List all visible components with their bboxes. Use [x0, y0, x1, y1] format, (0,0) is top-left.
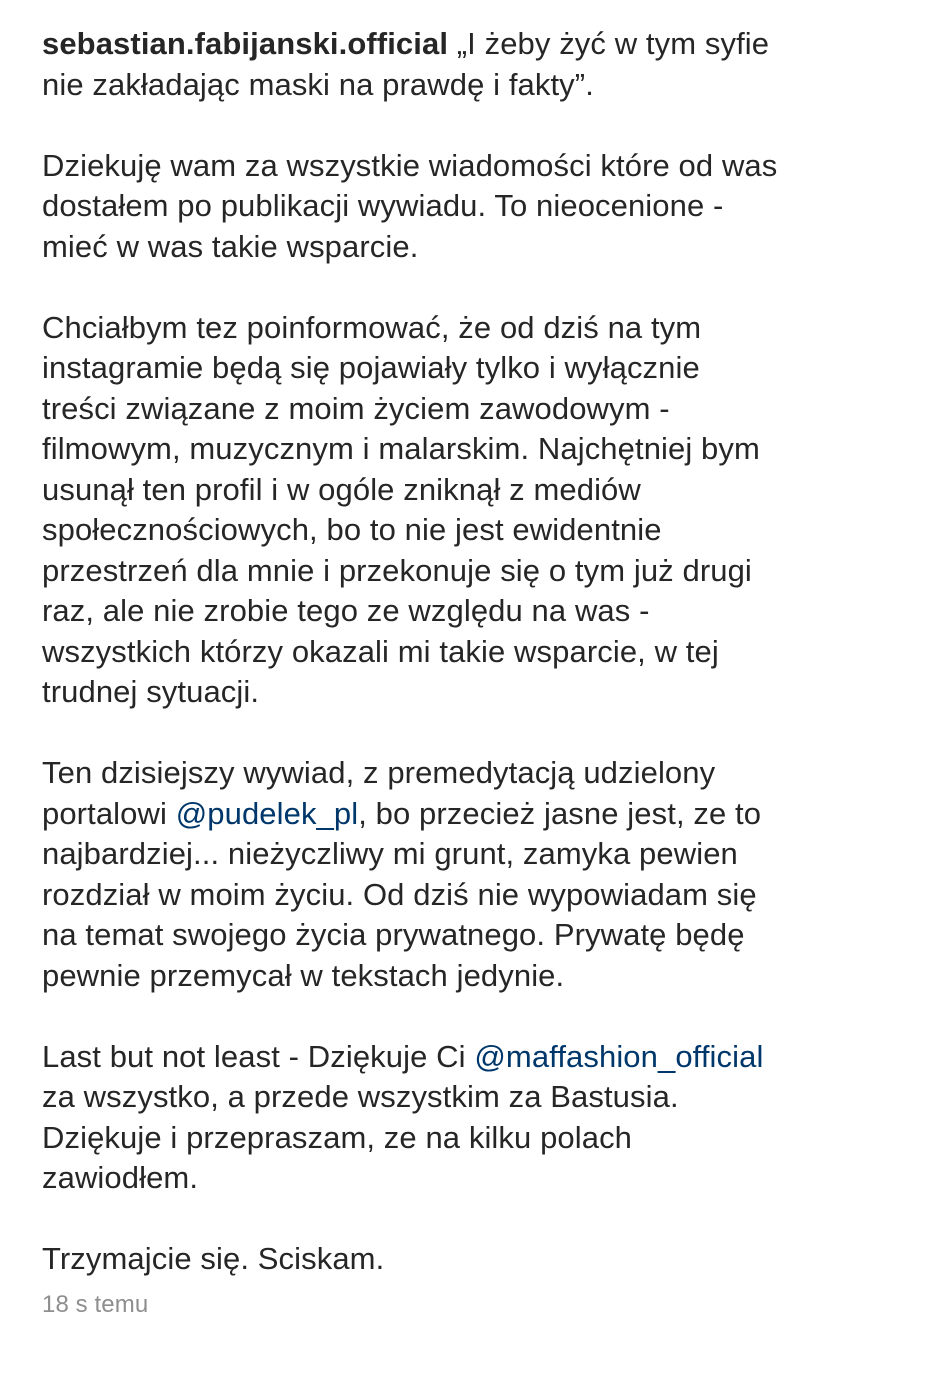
caption-line: zawiodłem.	[42, 1160, 199, 1195]
caption-line: Ten dzisiejszy wywiad, z premedytacją udzielony	[42, 755, 716, 790]
caption-text: portalowi	[42, 795, 176, 831]
caption-line	[42, 1037, 922, 1078]
caption-text: Last but not least - Dziękuje Ci	[42, 1038, 475, 1074]
caption-line: mieć w was takie wsparcie.	[42, 228, 419, 264]
caption-line: wszystkich którzy okazali mi takie wsparcie, w tej	[42, 633, 719, 669]
caption-text: , bo przecież jasne jest, ze to	[358, 795, 762, 831]
caption-line	[42, 794, 922, 835]
paragraph-gap	[42, 1199, 922, 1240]
paragraph-gap	[42, 996, 922, 1037]
caption-line: za wszystko, a przede wszystkim za Bastusia.	[42, 1079, 679, 1114]
caption-line: usunął ten profil i w ogóle zniknął z mediów	[42, 471, 641, 507]
caption-line: treści związane z moim życiem zawodowym -	[42, 390, 670, 426]
caption-line: pewnie przemycał w tekstach jedynie.	[42, 957, 565, 993]
post-caption	[42, 24, 922, 1320]
caption-line: Dziękuje i przepraszam, ze na kilku polach	[42, 1119, 633, 1155]
caption-line: przestrzeń dla mnie i przekonuje się o tym już drugi	[42, 552, 752, 588]
caption-line: dostałem po publikacji wywiadu. To nieocenione -	[42, 188, 724, 223]
paragraph-gap	[42, 267, 922, 308]
caption-line: na temat swojego życia prywatnego. Prywatę będę	[42, 917, 745, 952]
mention-link-pudelek[interactable]: @pudelek_pl	[175, 795, 359, 831]
caption-line: rozdział w moim życiu. Od dziś nie wypowiadam się	[42, 876, 757, 912]
caption-line: Trzymajcie się. Sciskam.	[42, 1241, 385, 1276]
caption-line: nie zakładając maski na prawdę i fakty”.	[42, 66, 594, 102]
caption-line: instagramie będą się pojawiały tylko i wyłącznie	[42, 350, 700, 385]
username-link[interactable]: sebastian.fabijanski.official	[42, 26, 449, 61]
caption-line: trudnej sytuacji.	[42, 674, 260, 709]
caption-line: Chciałbym tez poinformować, że od dziś na tym	[42, 309, 702, 345]
paragraph-gap	[42, 713, 922, 754]
caption-line: Dziekuję wam za wszystkie wiadomości które od was	[42, 147, 778, 183]
caption-line: filmowym, muzycznym i malarskim. Najchętniej bym	[42, 431, 760, 466]
caption-line	[42, 24, 922, 65]
mention-link-maffashion[interactable]: @maffashion_official	[474, 1038, 764, 1074]
caption-line: najbardziej... nieżyczliwy mi grunt, zamyka pewien	[42, 836, 738, 871]
post-timestamp[interactable]: 18 s temu	[42, 1290, 149, 1318]
caption-line: raz, ale nie zrobie tego ze względu na was -	[42, 593, 650, 628]
caption-text: „I żeby żyć w tym syfie	[448, 26, 770, 61]
paragraph-gap	[42, 105, 922, 146]
caption-line: społecznościowych, bo to nie jest ewidentnie	[42, 512, 662, 547]
